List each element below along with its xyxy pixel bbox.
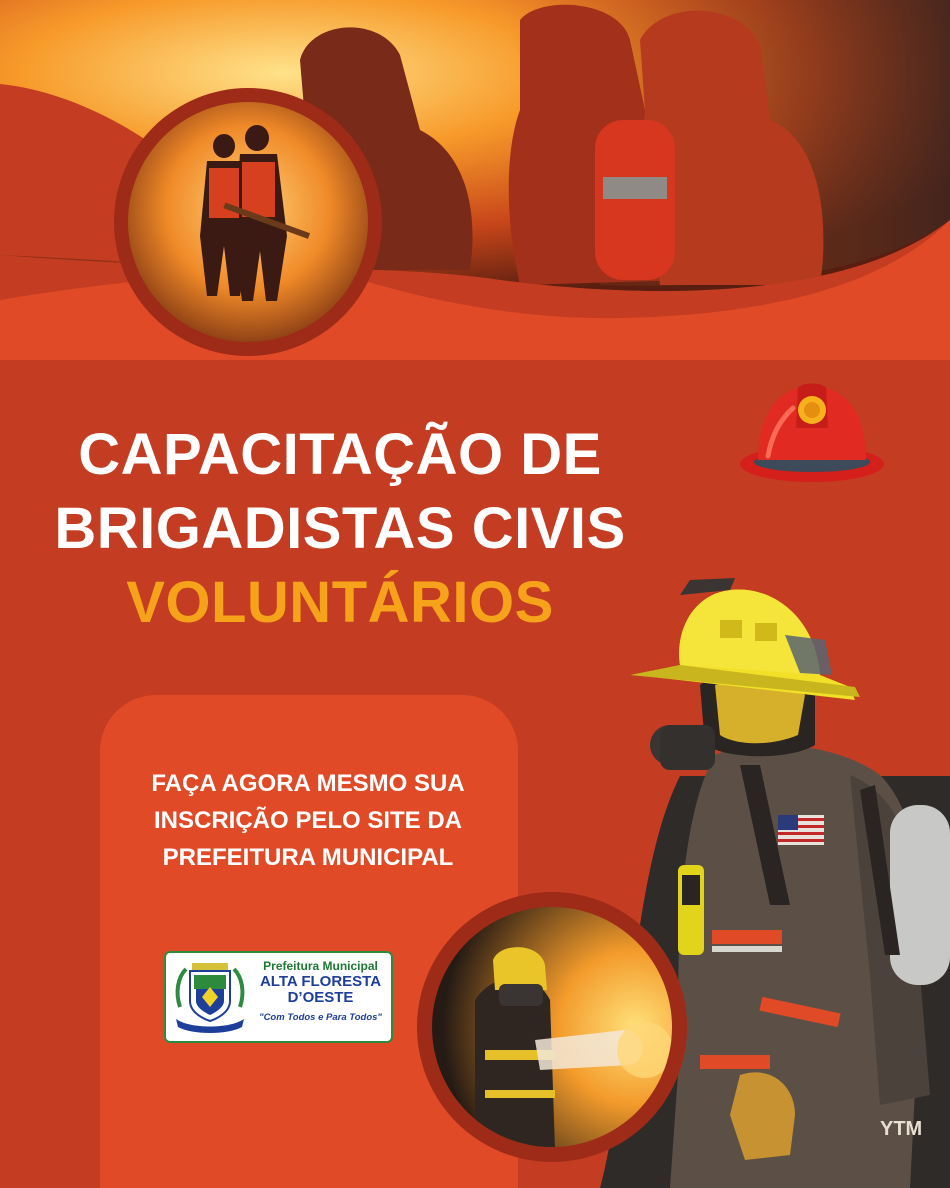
cta-text — [108, 765, 508, 876]
city-name-line-1: ALTA FLORESTA — [259, 973, 382, 990]
city-coat-of-arms-icon — [170, 957, 250, 1037]
headline-line-1: CAPACITAÇÃO DE — [78, 422, 602, 487]
firefighters-circle-photo — [112, 86, 384, 358]
headline-line-3: VOLUNTÁRIOS — [126, 570, 554, 635]
cta-line-2: INSCRIÇÃO PELO SITE DA — [153, 807, 463, 834]
headline — [40, 418, 640, 640]
prefeitura-logo — [164, 951, 393, 1043]
svg-text:YTM: YTM — [880, 1118, 923, 1140]
cta-line-3: PREFEITURA MUNICIPAL — [162, 844, 454, 871]
prefeitura-label: Prefeitura Municipal — [263, 959, 378, 973]
fire-helmet-icon — [738, 378, 886, 486]
headline-line-2: BRIGADISTAS CIVIS — [54, 496, 626, 561]
city-name — [254, 974, 387, 1006]
city-slogan: "Com Todos e Para Todos" — [259, 1012, 382, 1023]
cta-line-1: FAÇA AGORA MESMO SUA — [151, 770, 465, 797]
prefeitura-logo-text — [254, 957, 387, 1037]
firefighter-extinguisher-circle-photo — [415, 890, 690, 1165]
city-name-line-2: D’OESTE — [287, 989, 354, 1006]
